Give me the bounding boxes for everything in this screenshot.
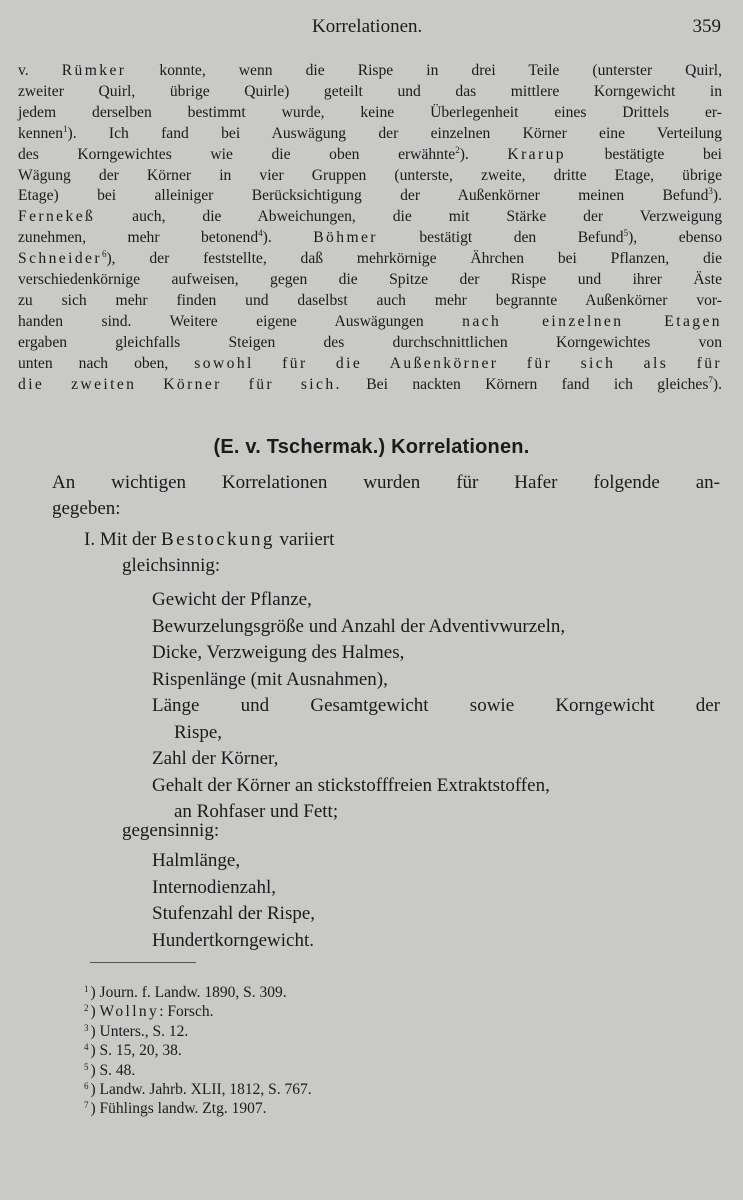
- paragraph-line: [18, 186, 722, 207]
- footnote-number: 7: [84, 1100, 89, 1111]
- text-run: ).: [712, 187, 722, 205]
- text-run: S. 48.: [99, 1061, 136, 1079]
- text-run: Etage) bei alleiniger Berücksichtigung der Außenkörner meinen Befund: [18, 187, 709, 205]
- list-item: Zahl der Körner,: [152, 748, 279, 769]
- footnote-paren: ): [90, 1081, 100, 1099]
- footnote: [84, 1041, 312, 1060]
- footnote-paren: ): [90, 1042, 100, 1060]
- footnote-number: 2: [84, 1003, 89, 1014]
- section-one-keyword: Bestockung: [161, 529, 275, 550]
- footnote-number: 5: [84, 1061, 89, 1072]
- paragraph-line: [18, 103, 722, 124]
- text-run: unten nach oben,: [18, 354, 195, 372]
- paragraph-line: [18, 249, 722, 270]
- footnote-number: 3: [84, 1022, 89, 1033]
- footnote-number: 1: [84, 984, 89, 994]
- spaced-name: sowohl für die Außenkörner für sich als für: [194, 354, 722, 372]
- spaced-name: Böhmer: [313, 229, 378, 247]
- footnote-ref: 4: [258, 228, 263, 239]
- spaced-name: Fernekeß: [18, 208, 96, 226]
- footnote-number: 4: [84, 1042, 89, 1053]
- footnote-ref: 5: [623, 228, 629, 239]
- list-item-continuation: an Rohfaser und Fett;: [174, 801, 339, 822]
- intro-line: gegeben:: [52, 498, 121, 519]
- footnote: [84, 1002, 312, 1021]
- section-one-heading: [84, 527, 334, 553]
- list-item: Bewurzelungsgröße und Anzahl der Adventivwurzeln,: [152, 615, 566, 637]
- text-run: Wägung der Körner in vier Gruppen (unterste, zweite, dritte Etage, übrige: [18, 166, 722, 184]
- running-title: Korrelationen.: [312, 16, 423, 37]
- footnote-paren: ): [90, 1061, 100, 1079]
- negative-list: [152, 848, 720, 954]
- footnote-ref: 7: [708, 374, 713, 385]
- paragraph-line: [18, 228, 722, 249]
- text-run: ), ebenso: [628, 229, 722, 247]
- section-one-prefix: I. Mit der: [84, 529, 162, 550]
- spaced-name: Krarup: [507, 145, 566, 163]
- text-run: zunehmen, mehr betonend: [18, 229, 259, 247]
- paragraph-line: [18, 291, 722, 312]
- paragraph-line: [18, 61, 722, 82]
- page-number: 359: [692, 16, 721, 37]
- paragraph-line: [18, 166, 722, 187]
- text-run: bestätigt den Befund: [377, 229, 624, 247]
- list-item: Gehalt der Körner an stickstofffreien Extraktstoffen,: [152, 774, 550, 796]
- list-item: Internodienzahl,: [152, 876, 276, 898]
- paragraph-line: [18, 354, 722, 375]
- text-run: bestätigte bei: [565, 145, 722, 163]
- text-run: ergaben gleichfalls Steigen des durchschnittlichen Korngewichtes von: [18, 333, 722, 351]
- footnote-ref: 6: [101, 249, 107, 260]
- running-head: [0, 16, 743, 44]
- paragraph-line: [18, 270, 722, 291]
- text-run: verschiedenkörnige aufweisen, gegen die Spitze der Rispe und ihrer Äste: [18, 271, 722, 289]
- text-run: des Korngewichtes wie die oben erwähnte: [18, 145, 456, 163]
- positive-label: gleichsinnig:: [122, 555, 221, 576]
- text-run: zweiter Quirl, übrige Quirle) geteilt und das mittlere Korngewicht in: [18, 82, 722, 100]
- text-run: Landw. Jahrb. XLII, 1812, S. 767.: [99, 1081, 312, 1099]
- spaced-name: Wollny: [99, 1003, 160, 1021]
- spaced-name: die zweiten Körner für sich.: [18, 375, 342, 393]
- footnote: [84, 1061, 312, 1080]
- negative-label: gegensinnig:: [122, 820, 220, 841]
- footnote-paren: ): [90, 984, 100, 1001]
- paragraph-line: [18, 124, 722, 145]
- list-item: Stufenzahl der Rispe,: [152, 903, 316, 924]
- text-run: ).: [712, 375, 722, 393]
- text-run: Fühlings landw. Ztg. 1907.: [99, 1100, 267, 1118]
- section-heading: (E. v. Tschermak.) Korrelationen.: [213, 436, 530, 458]
- footnote: [84, 983, 312, 1002]
- body-paragraph: [18, 61, 722, 396]
- footnote: [84, 1080, 312, 1099]
- section-one-suffix: variiert: [274, 529, 335, 550]
- spaced-name: nach einzelnen Etagen: [462, 312, 722, 330]
- text-run: v.: [18, 62, 62, 79]
- text-run: handen sind. Weitere eigene Auswägungen: [18, 312, 463, 330]
- intro-line: An wichtigen Korrelationen wurden für Hafer folgende an-: [52, 472, 720, 493]
- paragraph-line: [18, 375, 722, 396]
- text-run: : Forsch.: [159, 1003, 214, 1021]
- spaced-name: Rümker: [61, 62, 127, 79]
- text-run: ). Ich fand bei Auswägung der einzelnen Körner eine Verteilung: [67, 124, 722, 142]
- paragraph-line: [18, 207, 722, 228]
- paragraph-line: [18, 82, 722, 103]
- paragraph-line: [18, 312, 722, 333]
- list-item: Hundertkorngewicht.: [152, 929, 314, 951]
- footnote-ref: 2: [455, 144, 460, 155]
- list-item: Länge und Gesamtgewicht sowie Korngewicht der: [152, 695, 720, 716]
- footnotes: [84, 983, 312, 1119]
- text-run: ).: [459, 145, 508, 163]
- list-item: Dicke, Verzweigung des Halmes,: [152, 642, 405, 663]
- spaced-name: Schneider: [18, 250, 102, 268]
- positive-list: [152, 587, 720, 826]
- footnote-rule: [90, 962, 196, 963]
- text-run: zu sich mehr finden und daselbst auch mehr begrannte Außenkörner vor-: [18, 291, 722, 309]
- text-run: ), der feststellte, daß mehrkörnige Ährchen bei Pflanzen, die: [106, 250, 722, 268]
- text-run: auch, die Abweichungen, die mit Stärke der Verzweigung: [95, 208, 722, 226]
- text-run: jedem derselben bestimmt wurde, keine Überlegenheit eines Drittels er-: [18, 103, 722, 121]
- text-run: kennen: [18, 124, 64, 142]
- list-item-continuation: Rispe,: [174, 721, 223, 743]
- text-run: ).: [262, 229, 314, 247]
- footnote-paren: ): [90, 1022, 100, 1040]
- text-run: Bei nackten Körnern fand ich gleiches: [341, 375, 709, 393]
- list-item: Halmlänge,: [152, 850, 241, 871]
- footnote: [84, 1022, 312, 1041]
- footnote-paren: ): [90, 1003, 100, 1021]
- footnote-ref: 1: [63, 123, 68, 134]
- paragraph-line: [18, 145, 722, 166]
- footnote-ref: 3: [708, 186, 713, 197]
- list-item: Gewicht der Pflanze,: [152, 589, 312, 610]
- footnote-number: 6: [84, 1081, 89, 1092]
- footnote-paren: ): [90, 1100, 100, 1118]
- list-item: Rispenlänge (mit Ausnahmen),: [152, 668, 388, 690]
- text-run: Unters., S. 12.: [99, 1022, 189, 1040]
- intro-paragraph: [52, 470, 720, 522]
- text-run: konnte, wenn die Rispe in drei Teile (unterster Quirl,: [126, 62, 722, 79]
- text-run: S. 15, 20, 38.: [99, 1042, 182, 1060]
- footnote: [84, 1099, 312, 1118]
- text-run: Journ. f. Landw. 1890, S. 309.: [99, 984, 287, 1001]
- paragraph-line: [18, 333, 722, 354]
